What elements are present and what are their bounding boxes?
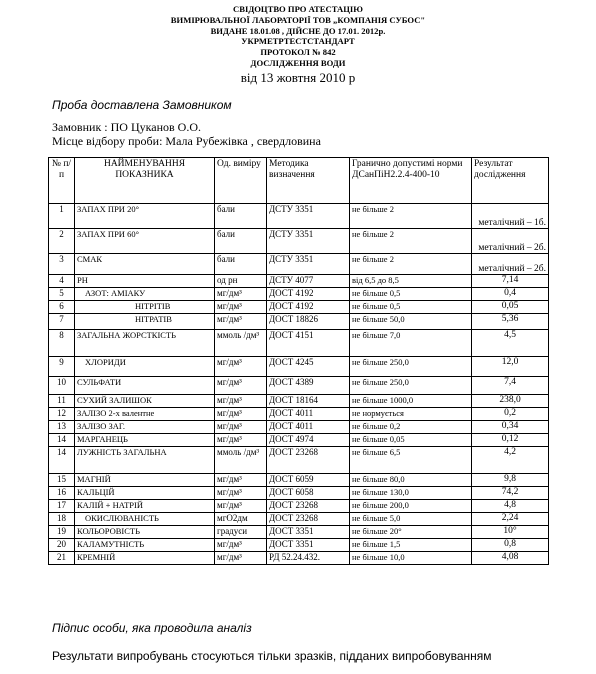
cell-indicator: СУЛЬФАТИ bbox=[75, 377, 215, 395]
cell-unit: ммоль /дм³ bbox=[215, 330, 267, 357]
cell-method: ДОСТ 23268 bbox=[267, 447, 350, 474]
table-row bbox=[49, 204, 549, 229]
cell-unit: ммоль /дм³ bbox=[215, 447, 267, 474]
table-row bbox=[49, 301, 549, 314]
results-table bbox=[48, 157, 549, 565]
cell-number: 19 bbox=[49, 526, 75, 539]
table-header-row bbox=[49, 158, 549, 204]
header-number: № п/п bbox=[49, 158, 75, 204]
table-row bbox=[49, 357, 549, 377]
cell-norm: не більше 80,0 bbox=[350, 474, 472, 487]
cell-unit: градуси bbox=[215, 526, 267, 539]
cell-indicator: ХЛОРИДИ bbox=[75, 357, 215, 377]
cell-result: металічний – 2б. bbox=[472, 254, 549, 275]
cell-number: 1 bbox=[49, 204, 75, 229]
cell-unit: мгО2дм bbox=[215, 513, 267, 526]
cell-indicator: ОКИСЛЮВАНІСТЬ bbox=[75, 513, 215, 526]
signature-line: Підпис особи, яка проводила аналіз bbox=[52, 621, 252, 635]
cell-unit: мг/дм³ bbox=[215, 357, 267, 377]
cell-number: 5 bbox=[49, 288, 75, 301]
cell-indicator: СУХИЙ ЗАЛИШОК bbox=[75, 395, 215, 408]
cell-indicator: НІТРАТІВ bbox=[75, 314, 215, 330]
cell-result: 4,08 bbox=[472, 552, 549, 565]
cell-method: ДОСТ 4011 bbox=[267, 408, 350, 421]
cell-indicator: ЗАГАЛЬНА ЖОРСТКІСТЬ bbox=[75, 330, 215, 357]
table-row bbox=[49, 330, 549, 357]
cell-unit: мг/дм³ bbox=[215, 408, 267, 421]
cell-indicator: НІТРІТІВ bbox=[75, 301, 215, 314]
cell-number: 14 bbox=[49, 434, 75, 447]
cell-unit: мг/дм³ bbox=[215, 301, 267, 314]
cell-result: металічний – 2б. bbox=[472, 229, 549, 254]
table-row bbox=[49, 395, 549, 408]
header-indicator: НАЙМЕНУВАННЯ ПОКАЗНИКА bbox=[75, 158, 215, 204]
cell-method: ДОСТ 4245 bbox=[267, 357, 350, 377]
cell-method: РД 52.24.432. bbox=[267, 552, 350, 565]
cell-norm: не більше 130,0 bbox=[350, 487, 472, 500]
customer-line: Замовник : ПО Цуканов О.О. bbox=[52, 120, 201, 134]
cell-indicator: ЗАЛІЗО ЗАГ. bbox=[75, 421, 215, 434]
table-row bbox=[49, 526, 549, 539]
cell-norm: не більше 5,0 bbox=[350, 513, 472, 526]
protocol-date: від 13 жовтня 2010 р bbox=[240, 70, 356, 85]
cell-number: 7 bbox=[49, 314, 75, 330]
cell-number: 4 bbox=[49, 275, 75, 288]
cell-norm: не більше 0,5 bbox=[350, 301, 472, 314]
cell-number: 21 bbox=[49, 552, 75, 565]
table-row bbox=[49, 275, 549, 288]
cell-indicator: КАЛАМУТНІСТЬ bbox=[75, 539, 215, 552]
table-row bbox=[49, 408, 549, 421]
cell-unit: од рн bbox=[215, 275, 267, 288]
cell-method: ДСТУ 3351 bbox=[267, 229, 350, 254]
cell-result: 4,2 bbox=[472, 447, 549, 474]
header-line-organization: УКРМЕТРТЕСТСТАНДАРТ bbox=[241, 36, 355, 47]
cell-result: 10° bbox=[472, 526, 549, 539]
cell-unit: мг/дм³ bbox=[215, 288, 267, 301]
cell-indicator: КОЛЬОРОВІСТЬ bbox=[75, 526, 215, 539]
table-row bbox=[49, 421, 549, 434]
cell-norm: не більше 2 bbox=[350, 229, 472, 254]
header-line-study: ДОСЛІДЖЕННЯ ВОДИ bbox=[250, 57, 346, 68]
cell-indicator: КРЕМНІЙ bbox=[75, 552, 215, 565]
cell-norm: не більше 1,5 bbox=[350, 539, 472, 552]
cell-method: ДСТУ 3351 bbox=[267, 254, 350, 275]
cell-norm: не нормується bbox=[350, 408, 472, 421]
cell-method: ДСТУ 3351 bbox=[267, 204, 350, 229]
probe-delivery-note: Проба доставлена Замовником bbox=[52, 98, 232, 112]
cell-number: 14 bbox=[49, 447, 75, 474]
cell-unit: мг/дм³ bbox=[215, 421, 267, 434]
cell-unit: бали bbox=[215, 254, 267, 275]
cell-number: 18 bbox=[49, 513, 75, 526]
cell-result: 4,8 bbox=[472, 500, 549, 513]
cell-indicator: МАГНІЙ bbox=[75, 474, 215, 487]
cell-number: 10 bbox=[49, 377, 75, 395]
header-unit: Од. виміру bbox=[215, 158, 267, 204]
header-line-certificate: СВІДОЦТВО ПРО АТЕСТАЦІЮ bbox=[233, 4, 363, 14]
cell-norm: не більше 200,0 bbox=[350, 500, 472, 513]
cell-result: 0,2 bbox=[472, 408, 549, 421]
table-row bbox=[49, 474, 549, 487]
cell-result: 0,4 bbox=[472, 288, 549, 301]
cell-number: 13 bbox=[49, 421, 75, 434]
table-row bbox=[49, 552, 549, 565]
cell-number: 15 bbox=[49, 474, 75, 487]
cell-method: ДОСТ 23268 bbox=[267, 500, 350, 513]
cell-norm: не більше 250,0 bbox=[350, 357, 472, 377]
cell-indicator: СМАК bbox=[75, 254, 215, 275]
cell-method: ДОСТ 23268 bbox=[267, 513, 350, 526]
cell-method: ДОСТ 6059 bbox=[267, 474, 350, 487]
cell-norm: не більше 7,0 bbox=[350, 330, 472, 357]
sampling-place-line: Місце відбору проби: Мала Рубежівка , свердловина bbox=[52, 134, 321, 148]
cell-result: 9,8 bbox=[472, 474, 549, 487]
cell-result: 0,12 bbox=[472, 434, 549, 447]
cell-norm: не більше 20° bbox=[350, 526, 472, 539]
cell-method: ДОСТ 4151 bbox=[267, 330, 350, 357]
header-line-protocol: ПРОТОКОЛ № 842 bbox=[260, 47, 336, 58]
cell-indicator: ЗАПАХ ПРИ 60° bbox=[75, 229, 215, 254]
table-row bbox=[49, 377, 549, 395]
cell-unit: мг/дм³ bbox=[215, 314, 267, 330]
cell-method: ДОСТ 18164 bbox=[267, 395, 350, 408]
table-row bbox=[49, 229, 549, 254]
cell-number: 9 bbox=[49, 357, 75, 377]
header-line-laboratory: ВИМІРЮВАЛЬНОЇ ЛАБОРАТОРІЇ ТОВ „КОМПАНІЯ СУБОС" bbox=[170, 14, 426, 25]
cell-indicator: МАРГАНЕЦЬ bbox=[75, 434, 215, 447]
cell-number: 16 bbox=[49, 487, 75, 500]
cell-result: 0,8 bbox=[472, 539, 549, 552]
table-row bbox=[49, 539, 549, 552]
cell-result: 0,34 bbox=[472, 421, 549, 434]
cell-indicator: ЛУЖНІСТЬ ЗАГАЛЬНА bbox=[75, 447, 215, 474]
cell-method: ДОСТ 4011 bbox=[267, 421, 350, 434]
cell-norm: не більше 0,2 bbox=[350, 421, 472, 434]
cell-indicator: КАЛЬЦІЙ bbox=[75, 487, 215, 500]
table-row bbox=[49, 288, 549, 301]
cell-number: 8 bbox=[49, 330, 75, 357]
cell-unit: бали bbox=[215, 204, 267, 229]
cell-number: 6 bbox=[49, 301, 75, 314]
cell-method: ДОСТ 4974 bbox=[267, 434, 350, 447]
cell-number: 11 bbox=[49, 395, 75, 408]
cell-method: ДОСТ 4192 bbox=[267, 301, 350, 314]
cell-number: 17 bbox=[49, 500, 75, 513]
header-result: Результат дослідження bbox=[472, 158, 549, 204]
cell-method: ДОСТ 3351 bbox=[267, 526, 350, 539]
cell-indicator: АЗОТ: АМІАКУ bbox=[75, 288, 215, 301]
cell-norm: не більше 1000,0 bbox=[350, 395, 472, 408]
cell-result: 7,4 bbox=[472, 377, 549, 395]
cell-result: 12,0 bbox=[472, 357, 549, 377]
cell-method: ДСТУ 4077 bbox=[267, 275, 350, 288]
cell-unit: мг/дм³ bbox=[215, 487, 267, 500]
cell-result: 7,14 bbox=[472, 275, 549, 288]
cell-unit: мг/дм³ bbox=[215, 500, 267, 513]
cell-number: 2 bbox=[49, 229, 75, 254]
results-disclaimer: Результати випробувань стосуються тільки зразків, підданих випробовуванням bbox=[52, 649, 492, 663]
cell-method: ДОСТ 4192 bbox=[267, 288, 350, 301]
cell-result: 5,36 bbox=[472, 314, 549, 330]
cell-result: 238,0 bbox=[472, 395, 549, 408]
cell-norm: від 6,5 до 8,5 bbox=[350, 275, 472, 288]
cell-norm: не більше 2 bbox=[350, 204, 472, 229]
cell-result: 0,05 bbox=[472, 301, 549, 314]
cell-unit: мг/дм³ bbox=[215, 552, 267, 565]
table-row bbox=[49, 500, 549, 513]
cell-norm: не більше 50,0 bbox=[350, 314, 472, 330]
cell-number: 20 bbox=[49, 539, 75, 552]
table-row bbox=[49, 434, 549, 447]
cell-unit: мг/дм³ bbox=[215, 434, 267, 447]
cell-norm: не більше 250,0 bbox=[350, 377, 472, 395]
document-header bbox=[0, 4, 596, 69]
cell-norm: не більше 10,0 bbox=[350, 552, 472, 565]
cell-unit: мг/дм³ bbox=[215, 474, 267, 487]
cell-method: ДОСТ 18826 bbox=[267, 314, 350, 330]
cell-indicator: РН bbox=[75, 275, 215, 288]
cell-unit: мг/дм³ bbox=[215, 395, 267, 408]
header-line-issued: ВИДАНЕ 18.01.08 , ДІЙСНЕ ДО 17.01. 2012р. bbox=[210, 25, 386, 36]
cell-method: ДОСТ 6058 bbox=[267, 487, 350, 500]
cell-norm: не більше 2 bbox=[350, 254, 472, 275]
cell-unit: мг/дм³ bbox=[215, 539, 267, 552]
cell-result: 2,24 bbox=[472, 513, 549, 526]
cell-unit: бали bbox=[215, 229, 267, 254]
header-norms: Гранично допустимі норми ДСанПіН2.2.4-400-10 bbox=[350, 158, 472, 204]
table-row bbox=[49, 447, 549, 474]
cell-method: ДОСТ 3351 bbox=[267, 539, 350, 552]
table-row bbox=[49, 513, 549, 526]
table-row bbox=[49, 254, 549, 275]
cell-indicator: ЗАЛІЗО 2-х валентне bbox=[75, 408, 215, 421]
cell-norm: не більше 0,5 bbox=[350, 288, 472, 301]
cell-indicator: КАЛІЙ + НАТРІЙ bbox=[75, 500, 215, 513]
cell-method: ДОСТ 4389 bbox=[267, 377, 350, 395]
cell-norm: не більше 6,5 bbox=[350, 447, 472, 474]
cell-norm: не більше 0,05 bbox=[350, 434, 472, 447]
table-row bbox=[49, 487, 549, 500]
cell-result: 4,5 bbox=[472, 330, 549, 357]
cell-indicator: ЗАПАХ ПРИ 20° bbox=[75, 204, 215, 229]
cell-number: 12 bbox=[49, 408, 75, 421]
cell-unit: мг/дм³ bbox=[215, 377, 267, 395]
table-row bbox=[49, 314, 549, 330]
results-table-body bbox=[49, 204, 549, 565]
header-method: Методика визначення bbox=[267, 158, 350, 204]
cell-result: 74,2 bbox=[472, 487, 549, 500]
cell-number: 3 bbox=[49, 254, 75, 275]
cell-result: металічний – 1б. bbox=[472, 204, 549, 229]
